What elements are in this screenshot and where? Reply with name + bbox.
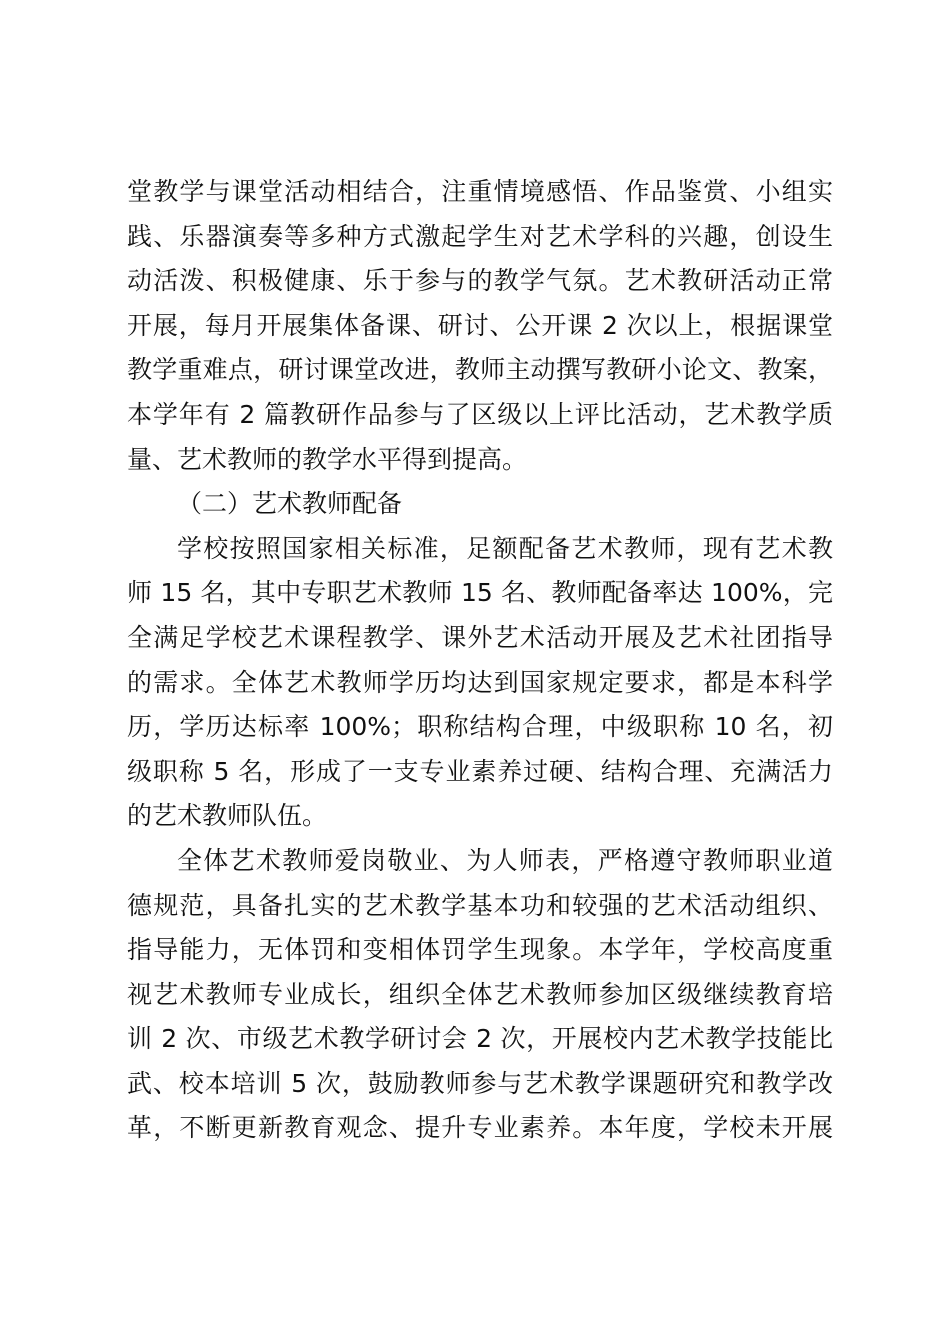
paragraph-line: 动活泼、积极健康、乐于参与的教学气氛。艺术教研活动正常 xyxy=(127,266,833,296)
paragraph-line: 量、艺术教师的教学水平得到提高。 xyxy=(127,444,528,474)
paragraph-teaching-activities xyxy=(127,170,833,482)
paragraph-line: 师 15 名，其中专职艺术教师 15 名、教师配备率达 100%，完 xyxy=(127,578,833,608)
paragraph-teacher-development xyxy=(127,839,833,1151)
paragraph-line: 指导能力，无体罚和变相体罚学生现象。本学年，学校高度重 xyxy=(127,935,833,965)
paragraph-line: 历，学历达标率 100%；职称结构合理，中级职称 10 名，初 xyxy=(127,712,833,742)
paragraph-line: 教学重难点，研讨课堂改进，教师主动撰写教研小论文、教案， xyxy=(127,355,833,385)
paragraph-line: 本学年有 2 篇教研作品参与了区级以上评比活动，艺术教学质 xyxy=(127,399,833,429)
paragraph-line: 武、校本培训 5 次，鼓励教师参与艺术教学课题研究和教学改 xyxy=(127,1068,833,1098)
paragraph-line: 堂教学与课堂活动相结合，注重情境感悟、作品鉴赏、小组实 xyxy=(127,177,833,206)
paragraph-line: 级职称 5 名，形成了一支专业素养过硬、结构合理、充满活力 xyxy=(127,756,833,786)
paragraph-line: 的艺术教师队伍。 xyxy=(127,801,328,831)
paragraph-line: 革，不断更新教育观念、提升专业素养。本年度，学校未开展 xyxy=(127,1113,833,1143)
paragraph-line: 开展，每月开展集体备课、研讨、公开课 2 次以上，根据课堂 xyxy=(127,310,833,340)
paragraph-line: 视艺术教师专业成长，组织全体艺术教师参加区级继续教育培 xyxy=(127,979,833,1009)
paragraph-line: 全体艺术教师爱岗敬业、为人师表，严格遵守教师职业道 xyxy=(177,845,833,875)
paragraph-line: 学校按照国家相关标准，足额配备艺术教师，现有艺术教 xyxy=(177,533,833,563)
paragraph-line: 德规范，具备扎实的艺术教学基本功和较强的艺术活动组织、 xyxy=(127,890,833,920)
paragraph-line: 全满足学校艺术课程教学、课外艺术活动开展及艺术社团指导 xyxy=(127,622,833,652)
section-heading-teacher-staffing: （二）艺术教师配备 xyxy=(177,489,403,519)
paragraph-line: 践、乐器演奏等多种方式激起学生对艺术学科的兴趣，创设生 xyxy=(127,221,833,251)
document-body xyxy=(127,170,833,1151)
paragraph-line: 训 2 次、市级艺术教学研讨会 2 次，开展校内艺术教学技能比 xyxy=(127,1024,833,1054)
paragraph-teacher-staffing xyxy=(127,527,833,839)
paragraph-line: 的需求。全体艺术教师学历均达到国家规定要求，都是本科学 xyxy=(127,667,833,697)
